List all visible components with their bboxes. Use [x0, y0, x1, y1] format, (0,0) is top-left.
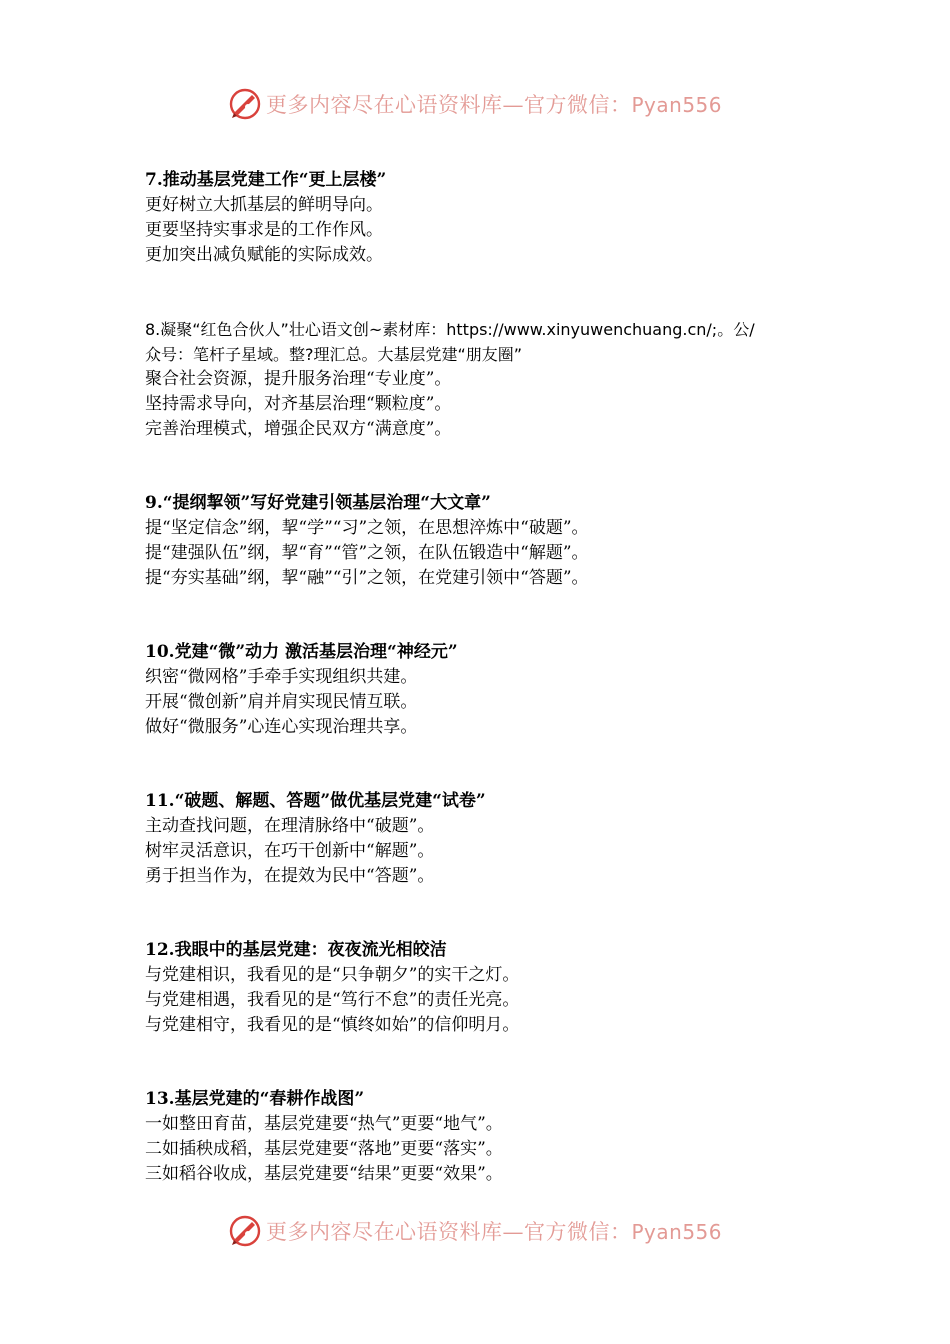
section-title: 7.推动基层党建工作“更上层楼”	[145, 170, 387, 190]
section-11	[145, 789, 835, 889]
footer-banner	[0, 1211, 950, 1251]
section-8	[145, 317, 835, 442]
section-title: 12.我眼中的基层党建：夜夜流光相皎洁	[145, 940, 447, 960]
section-line: 与党建相遇，我看见的是“笃行不怠”的责任光亮。	[145, 990, 520, 1010]
section-line: 主动查找问题，在理清脉络中“破题”。	[145, 816, 435, 836]
section-line: 更好树立大抓基层的鲜明导向。	[145, 195, 383, 215]
section-7	[145, 168, 835, 268]
document-body	[145, 168, 835, 1236]
section-10	[145, 640, 835, 740]
section-title: 10.党建“微”动力 激活基层治理“神经元”	[145, 642, 458, 662]
section-line: 三如稻谷收成，基层党建要“结果”更要“效果”。	[145, 1164, 503, 1184]
section-line: 坚持需求导向，对齐基层治理“颗粒度”。	[145, 394, 452, 414]
section-line: 勇于担当作为，在提效为民中“答题”。	[145, 866, 435, 886]
footer-banner-text: 更多内容尽在心语资料库—官方微信：Pyan556	[265, 1220, 722, 1244]
footer-banner-handle: Pyan556	[631, 1220, 722, 1244]
section-line: 与党建相守，我看见的是“慎终如始”的信仰明月。	[145, 1015, 520, 1035]
section-title: 11.“破题、解题、答题”做优基层党建“试卷”	[145, 791, 486, 811]
header-banner	[0, 84, 950, 124]
section-line: 二如插秧成稻，基层党建要“落地”更要“落实”。	[145, 1139, 503, 1159]
section-title: 13.基层党建的“春耕作战图”	[145, 1089, 365, 1109]
pen-logo-icon	[228, 1214, 262, 1248]
section-title-line-1: 8.凝聚“红色合伙人”壮心语文创~素材库：https://www.xinyuwenchuang.cn/;。公/	[145, 320, 755, 339]
section-12	[145, 938, 835, 1038]
section-title: 9.“提纲挈领”写好党建引领基层治理“大文章”	[145, 493, 491, 513]
section-line: 聚合社会资源，提升服务治理“专业度”。	[145, 369, 452, 389]
section-line: 与党建相识，我看见的是“只争朝夕”的实干之灯。	[145, 965, 520, 985]
section-line: 树牢灵活意识，在巧干创新中“解题”。	[145, 841, 435, 861]
section-line: 提“建强队伍”纲，挈“育”“管”之领，在队伍锻造中“解题”。	[145, 543, 589, 563]
header-banner-handle: Pyan556	[631, 93, 722, 117]
pen-logo-icon	[228, 87, 262, 121]
section-line: 提“夯实基础”纲，挈“融”“引”之领，在党建引领中“答题”。	[145, 568, 589, 588]
section-line: 更要坚持实事求是的工作作风。	[145, 220, 383, 240]
section-line: 一如整田育苗，基层党建要“热气”更要“地气”。	[145, 1114, 503, 1134]
section-line: 开展“微创新”肩并肩实现民情互联。	[145, 692, 418, 712]
section-line: 做好“微服务”心连心实现治理共享。	[145, 717, 418, 737]
section-line: 更加突出减负赋能的实际成效。	[145, 245, 383, 265]
section-13	[145, 1087, 835, 1187]
section-9	[145, 491, 835, 591]
section-line: 完善治理模式，增强企民双方“满意度”。	[145, 419, 452, 439]
header-banner-text: 更多内容尽在心语资料库—官方微信：Pyan556	[265, 93, 722, 117]
section-title-line-2: 众号：笔杆子星域。整?理汇总。大基层党建“朋友圈”	[145, 345, 523, 364]
section-line: 织密“微网格”手牵手实现组织共建。	[145, 667, 418, 687]
section-line: 提“坚定信念”纲，挈“学”“习”之领，在思想淬炼中“破题”。	[145, 518, 589, 538]
